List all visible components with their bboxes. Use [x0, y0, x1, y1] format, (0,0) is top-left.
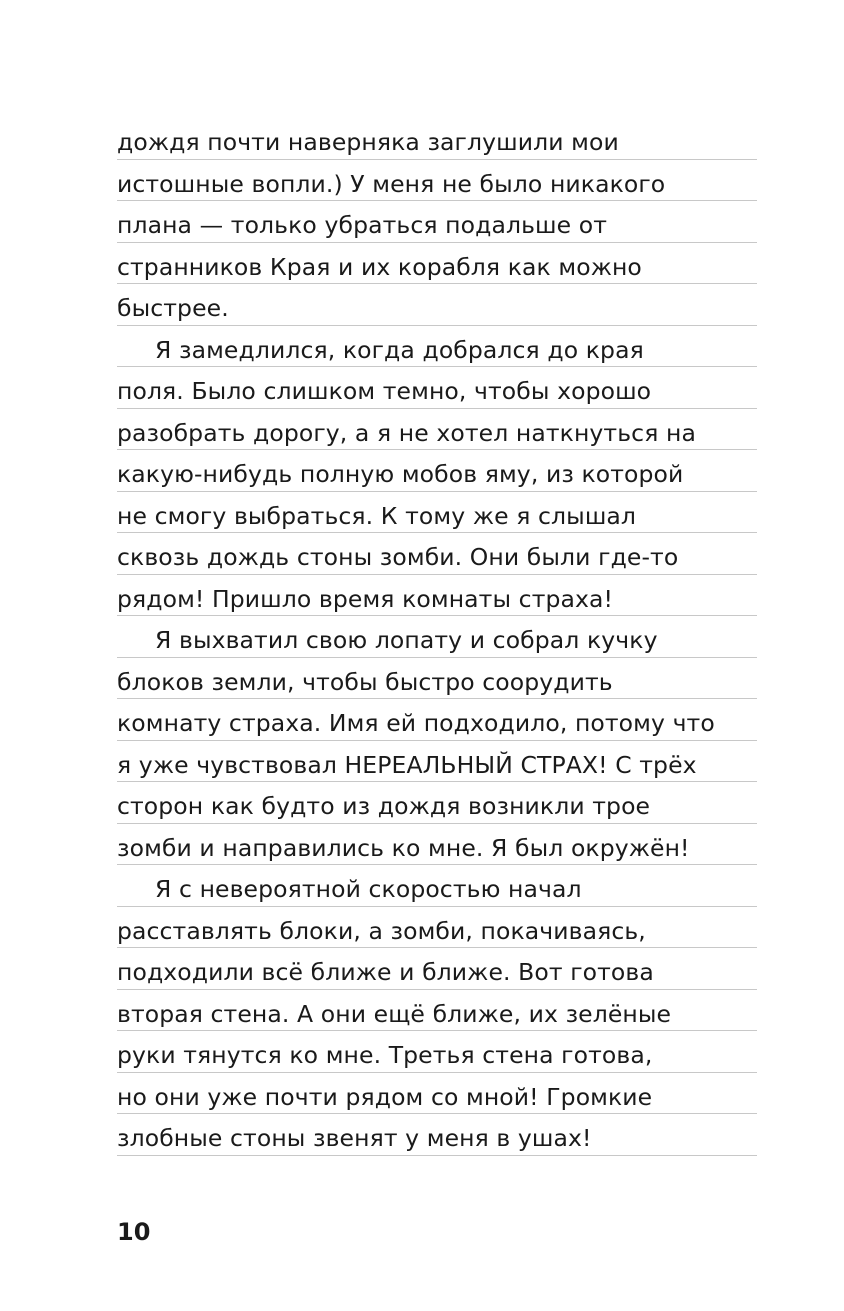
text-line — [117, 907, 757, 949]
text-line-content: зомби и направились ко мне. Я был окружён! — [117, 833, 690, 862]
text-line — [117, 616, 757, 658]
ruled-text-block — [117, 118, 757, 1156]
text-line-content: вторая стена. А они ещё ближе, их зелёные — [117, 999, 672, 1028]
text-line — [117, 160, 757, 202]
text-line — [117, 699, 757, 741]
text-line-content: сквозь дождь стоны зомби. Они были где-то — [117, 543, 679, 571]
text-line — [117, 575, 757, 617]
page-number: 10 — [117, 1218, 151, 1246]
text-line — [117, 533, 757, 575]
text-line-content: рядом! Пришло время комнаты страха! — [117, 584, 614, 613]
text-line-content: злобные стоны звенят у меня в ушах! — [117, 1124, 592, 1152]
text-line — [117, 118, 757, 160]
text-line — [117, 326, 757, 368]
text-line-content: Я выхватил свою лопату и собрал кучку — [155, 626, 658, 654]
text-line — [117, 948, 757, 990]
text-line — [117, 450, 757, 492]
text-line — [117, 824, 757, 866]
text-line — [117, 243, 757, 285]
text-line-content: какую-нибудь полную мобов яму, из которой — [117, 460, 684, 488]
text-line-content: я уже чувствовал НЕРЕАЛЬНЫЙ СТРАХ! С трёх — [117, 750, 697, 779]
text-line-content: дождя почти наверняка заглушили мои — [117, 128, 619, 156]
text-line — [117, 1031, 757, 1073]
text-line — [117, 658, 757, 700]
text-line — [117, 990, 757, 1032]
text-line-content: но они уже почти рядом со мной! Громкие — [117, 1082, 653, 1111]
text-line-content: Я замедлился, когда добрался до края — [155, 335, 644, 364]
text-line-content: поля. Было слишком темно, чтобы хорошо — [117, 377, 652, 405]
text-line-content: разобрать дорогу, а я не хотел наткнуться на — [117, 418, 696, 447]
text-line-content: Я с невероятной скоростью начал — [155, 875, 582, 903]
text-line-content: не смогу выбраться. К тому же я слышал — [117, 501, 637, 530]
text-line-content: подходили всё ближе и ближе. Вот готова — [117, 958, 654, 986]
text-line-content: странников Края и их корабля как можно — [117, 252, 642, 281]
text-line-content: блоков земли, чтобы быстро соорудить — [117, 667, 613, 696]
text-line — [117, 865, 757, 907]
text-line — [117, 284, 757, 326]
text-line-content: истошные вопли.) У меня не было никакого — [117, 169, 666, 198]
text-line — [117, 741, 757, 783]
text-line-content: быстрее. — [117, 294, 229, 322]
text-line — [117, 409, 757, 451]
text-line — [117, 367, 757, 409]
text-line — [117, 1073, 757, 1115]
text-line — [117, 782, 757, 824]
text-line-content: сторон как будто из дождя возникли трое — [117, 792, 651, 820]
text-line-content: плана — только убраться подальше от — [117, 211, 608, 239]
text-line — [117, 492, 757, 534]
text-line — [117, 1114, 757, 1156]
text-line-content: комнату страха. Имя ей подходило, потому что — [117, 709, 715, 737]
text-line — [117, 201, 757, 243]
text-line-content: расставлять блоки, а зомби, покачиваясь, — [117, 916, 646, 945]
text-line-content: руки тянутся ко мне. Третья стена готова, — [117, 1041, 653, 1069]
